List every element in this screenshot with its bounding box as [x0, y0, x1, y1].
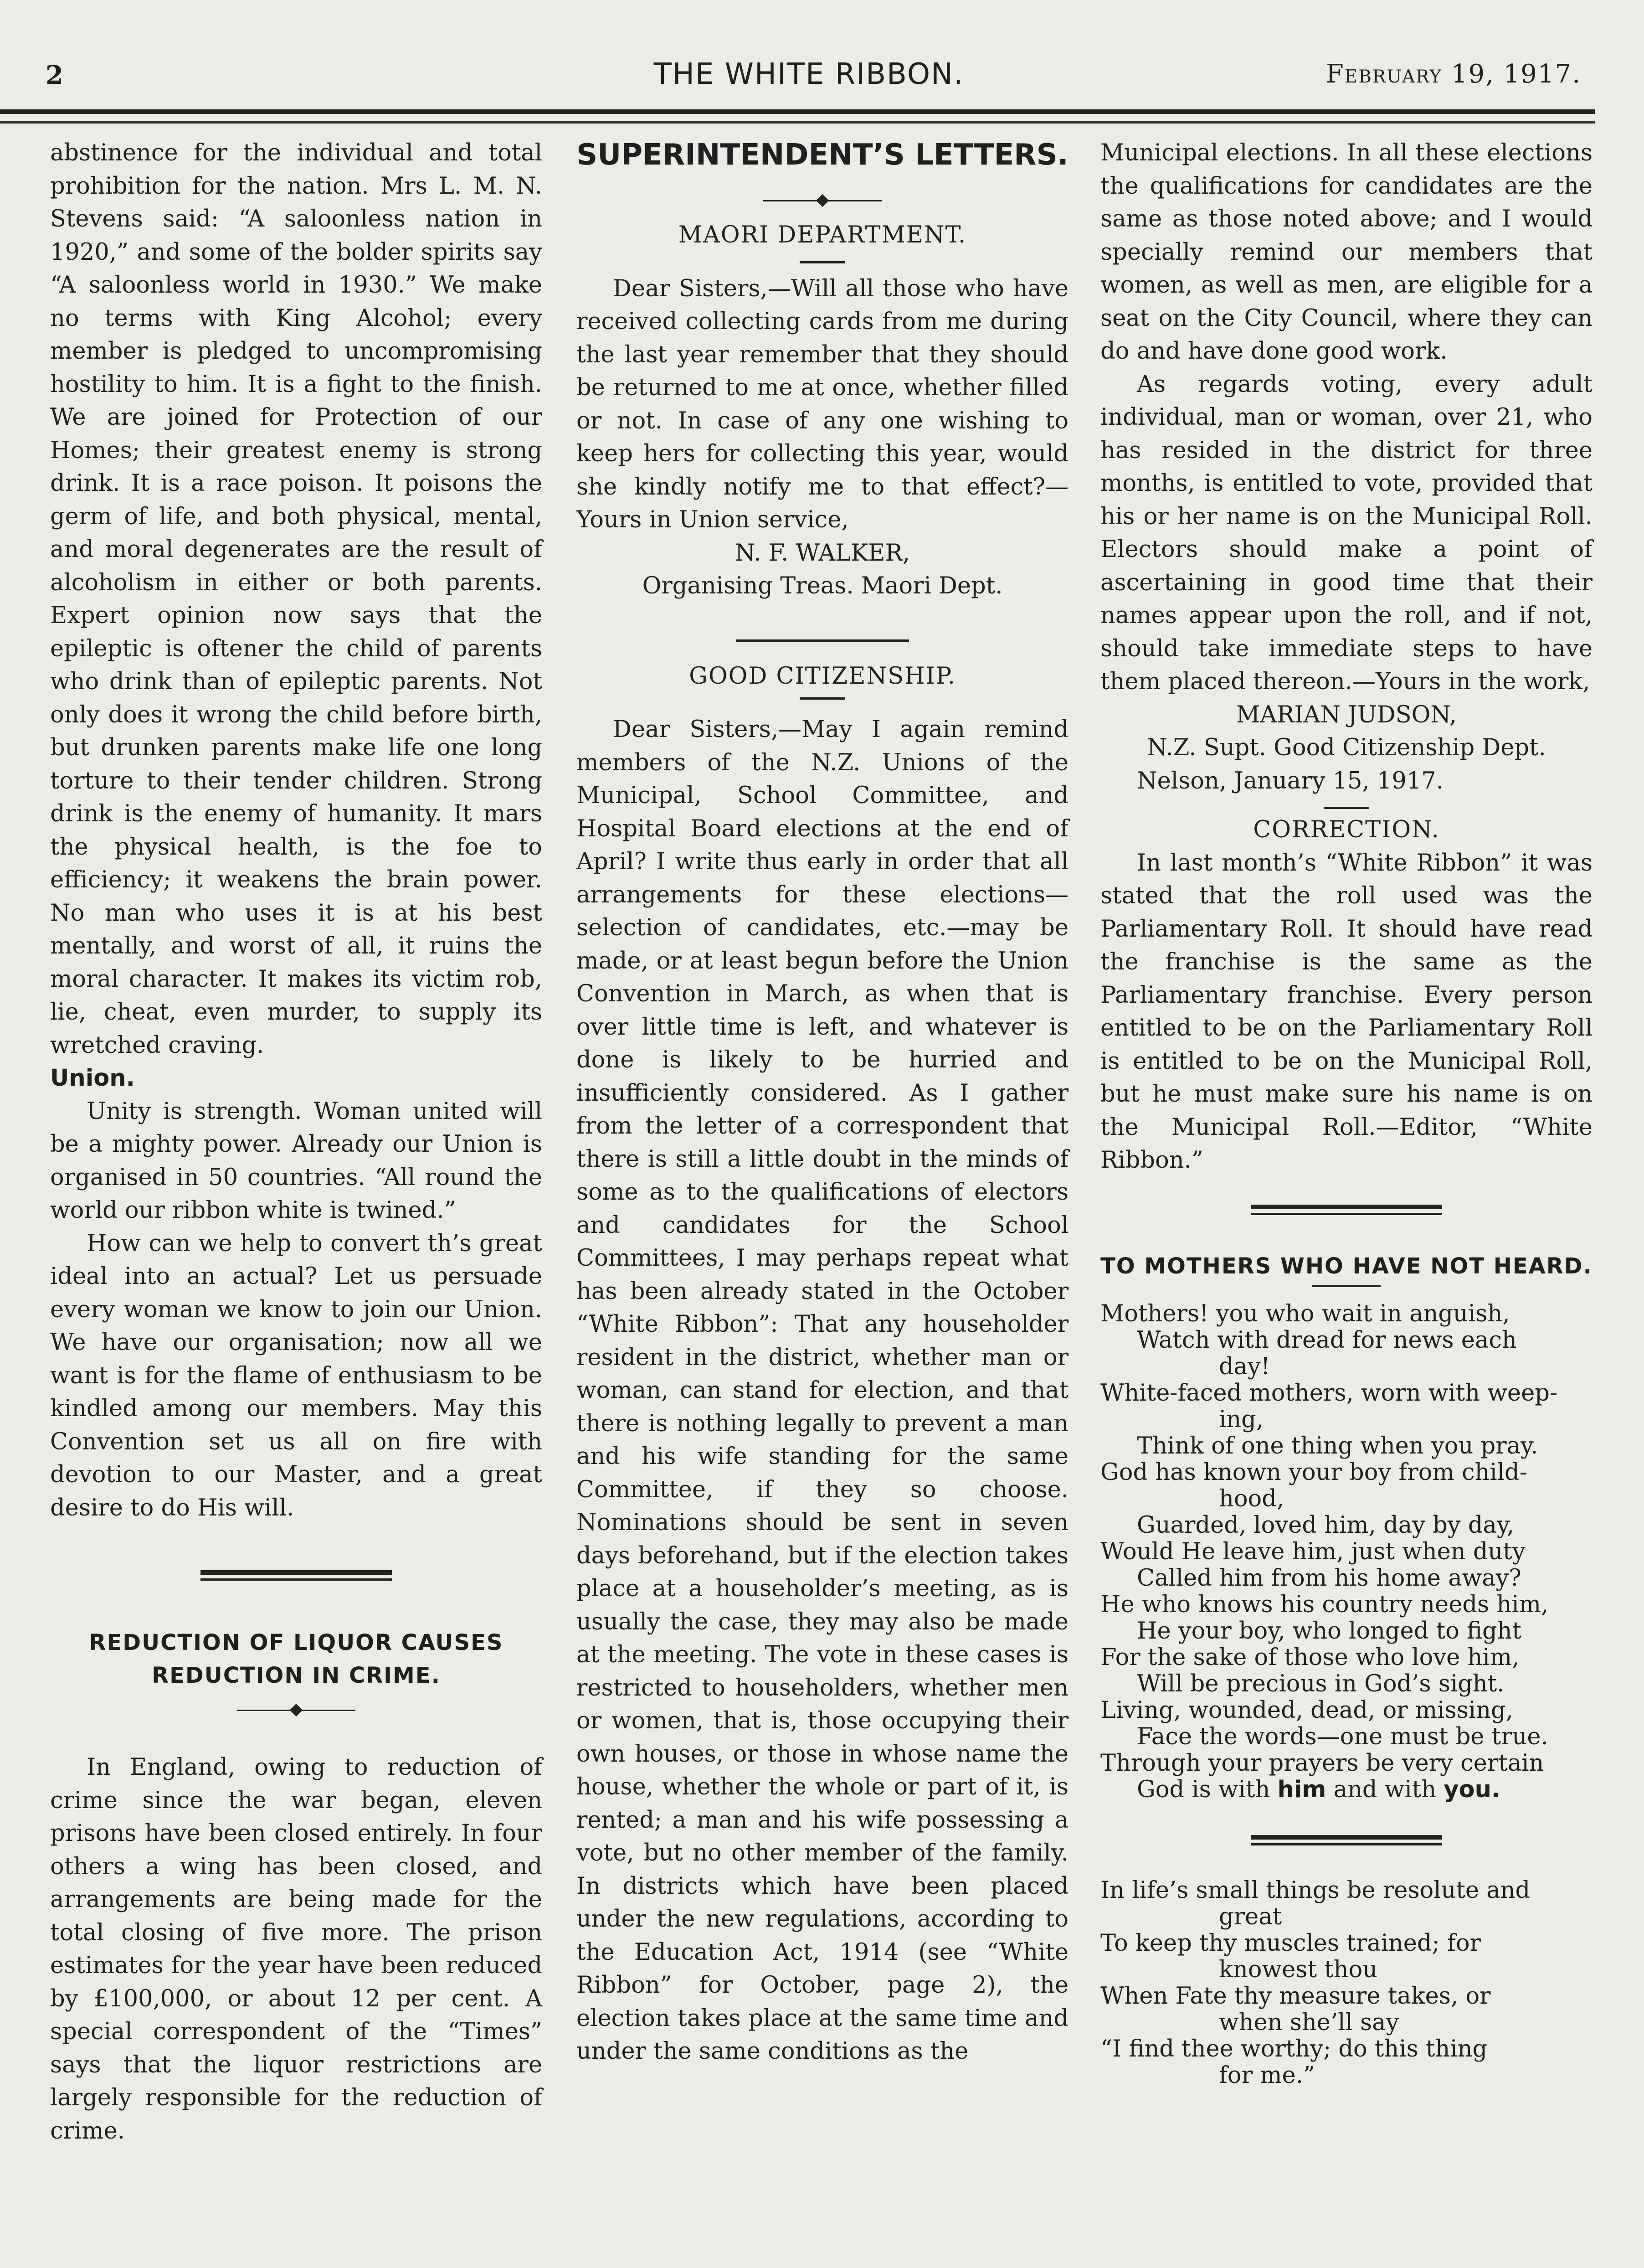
verse-line: In life’s small things be resolute and	[1100, 1876, 1531, 1904]
poem-line: Face the words—one must be true.	[1137, 1723, 1548, 1750]
page-number: 2	[46, 60, 63, 90]
good-citizenship-heading: GOOD CITIZENSHIP.	[689, 662, 956, 690]
section-divider	[1251, 1205, 1442, 1215]
temperance-paragraph: abstinence for the individual and total prohibition for the nation. Mrs L. M. N. Stevens said: “A saloonless nation in 1920,” and some of the bolder spirits say “A saloonless world in 1930.” We make no terms with King Alcohol; every member is pledged to uncompromising hostility to him. It is a fight to the finish. We are joined for Protection of our Homes; their greatest enemy is strong drink. It is a race poison. It poisons the germ of life, and both physical, mental, and moral degenerates are the result of alcoholism in either or both parents. Expert opinion now says that the epileptic is oftener the child of parents who drink than of epileptic parents. Not only does it wrong the child before birth, but drunken parents make life one long torture to their tender children. Strong drink is the enemy of humanity. It mars the physical health, is the foe to efficiency; it weakens the brain power. No man who uses it is at his best mentally, and worst of all, it ruins the moral character. It makes its victim rob, lie, cheat, even murder, to supply its wretched craving.	[50, 139, 542, 1059]
poem-line: White-faced mothers, worn with weep-	[1100, 1379, 1558, 1407]
verse-line: “I find thee worthy; do this thing	[1100, 2035, 1488, 2062]
masthead-title: THE WHITE RIBBON.	[653, 57, 964, 91]
poem-emphasis-you: you.	[1444, 1776, 1500, 1803]
voting-paragraph: As regards voting, every adult individual, man or woman, over 21, who has resided in the district for three months, is entitled to vote, provided that his or her name is on the Municipal Roll. Electors should make a point of ascertaining in good time that their names appear upon the roll, and if not, should take immediate steps to have them placed thereon.—Yours in the work,	[1100, 371, 1593, 695]
maori-letter: Dear Sisters,—Will all those who have received collecting cards from me during the last year remember that they should be returned to me at once, whether filled or not. In case of any one wishing to keep hers for collecting this year, would she kindly notify me to that effect?—Yours in Union service,	[576, 275, 1069, 533]
poem-last-text: and with	[1326, 1776, 1444, 1803]
poem-line: Living, wounded, dead, or missing,	[1100, 1696, 1513, 1724]
heading-ornament	[237, 1701, 355, 1719]
poem-line: Mothers! you who wait in anguish,	[1100, 1300, 1510, 1327]
header-rule	[0, 109, 1595, 114]
verse-line: To keep thy muscles trained; for	[1100, 1929, 1481, 1957]
heading-ornament	[763, 191, 882, 210]
verse-line: when she’ll say	[1219, 2009, 1399, 2036]
correction-notice: In last month’s “White Ribbon” it was stated that the roll used was the Parliamentary Roll. It should have read the franchise is the same as the Parliamentary franchise. Every person entitled to be on the Parliamentary Roll is entitled to be on the Municipal Roll, but he must make sure his name is on the Municipal Roll.—Editor, “White Ribbon.”	[1100, 849, 1593, 1174]
poem-line: Watch with dread for news each	[1137, 1326, 1517, 1354]
column-middle	[576, 137, 1069, 2068]
verse-line: knowest thou	[1219, 1956, 1378, 1983]
column-right	[1100, 137, 1593, 2089]
column-left	[50, 137, 542, 2148]
poem-heading: TO MOTHERS WHO HAVE NOT HEARD.	[1100, 1253, 1593, 1279]
superintendent-letters-heading: SUPERINTENDENT’S LETTERS.	[576, 138, 1069, 172]
poem-line: He who knows his country needs him,	[1100, 1591, 1549, 1618]
judson-signature-name: MARIAN JUDSON,	[1236, 701, 1457, 728]
poem	[1100, 1301, 1593, 1803]
judson-signature-date: Nelson, January 15, 1917.	[1137, 767, 1444, 794]
section-divider	[1251, 1835, 1442, 1845]
poem-line: For the sake of those who love him,	[1100, 1644, 1520, 1671]
maori-signature-name: N. F. WALKER,	[735, 539, 910, 567]
verse-line: great	[1219, 1903, 1282, 1930]
issue-date: February 19, 1917.	[1325, 59, 1581, 89]
crime-article: In England, owing to reduction of crime since the war began, eleven prisons have been closed entirely. In four others a wing has been closed, and arrangements are being made for the total closing of five more. The prison estimates for the year have been reduced by £100,000, or about 12 per cent. A special correspondent of the “Times” says that the liquor restrictions are largely responsible for the reduction of crime.	[50, 1754, 542, 2144]
union-subheading: Union.	[50, 1065, 135, 1092]
header-rule-thin	[0, 121, 1595, 124]
poem-line: day!	[1219, 1353, 1270, 1380]
judson-signature-title: N.Z. Supt. Good Citizenship Dept.	[1147, 734, 1546, 761]
correction-heading: CORRECTION.	[1253, 816, 1440, 843]
section-divider	[200, 1570, 392, 1581]
poem-line: Called him from his home away?	[1137, 1564, 1521, 1592]
poem-line: ing,	[1219, 1406, 1264, 1433]
poem-line: Guarded, loved him, day by day,	[1137, 1511, 1515, 1539]
crime-heading: REDUCTION OF LIQUOR CAUSES REDUCTION IN CRIME.	[89, 1630, 503, 1688]
poem-line: hood,	[1219, 1485, 1284, 1512]
maori-signature-title: Organising Treas. Maori Dept.	[642, 572, 1003, 599]
poem-line: Will be precious in God’s sight.	[1137, 1670, 1505, 1697]
poem-emphasis-him: him	[1277, 1776, 1326, 1803]
poem-line: Would He leave him, just when duty	[1100, 1538, 1526, 1565]
poem-line: Think of one thing when you pray.	[1137, 1432, 1538, 1459]
unity-paragraph: Unity is strength. Woman united will be a mighty power. Already our Union is organised in 50 countries. “All round the world our ribbon white is twined.”	[50, 1098, 542, 1224]
verse-line: When Fate thy measure takes, or	[1100, 1982, 1491, 2010]
poem-line: Through your prayers be very certain	[1100, 1749, 1544, 1777]
convention-paragraph: How can we help to convert th’s great ideal into an actual? Let us persuade every woman we know to join our Union. We have our organisation; now all we want is for the flame of enthusiasm to be kindled among our members. May this Convention set us all on fire with devotion to our Master, and a great desire to do His will.	[50, 1230, 542, 1521]
poem-line: He your boy, who longed to fight	[1137, 1617, 1522, 1644]
citizenship-letter: Dear Sisters,—May I again remind members of the N.Z. Unions of the Municipal, School Committee, and Hospital Board elections at the end of April? I write thus early in order that all arrangements for these elections—selection of candidates, etc.—may be made, or at least begun before the Union Convention in March, as when that is over little time is left, and whatever is done is likely to be hurried and insufficiently considered. As I gather from the letter of a correspondent that there is still a little doubt in the minds of some as to the qualifications of electors and candidates for the School Committees, I may perhaps repeat what has been already stated in the October “White Ribbon”: That any householder resident in the district, whether man or woman, can stand for election, and that there is nothing legally to prevent a man and his wife standing for the same Committee, if they so choose. Nominations should be sent in seven days beforehand, but if the election takes place at a householder’s meeting, as is usually the case, they may also be made at the meeting. The vote in these cases is restricted to householders, whether men or women, that is, those occupying their own houses, or those in whose name the house, whether the whole or part of it, is rented; a man and his wife possessing a vote, but no other member of the family. In districts which have been placed under the new regulations, according to the Education Act, 1914 (see “White Ribbon” for October, page 2), the election takes place at the same time and under the same conditions as the	[576, 716, 1069, 2065]
citizenship-letter-continued: Municipal elections. In all these elections the qualifications for candidates are the same as those noted above; and I would specially remind our members that women, as well as men, are eligible for a seat on the City Council, where they can do and have done good work.	[1100, 139, 1593, 365]
maori-department-heading: MAORI DEPARTMENT.	[678, 222, 967, 248]
verse-line: for me.”	[1219, 2062, 1315, 2089]
poem-last-line	[1100, 1777, 1593, 1803]
verse	[1100, 1877, 1593, 2089]
poem-line: God has known your boy from child-	[1100, 1459, 1527, 1486]
page-header	[36, 54, 1581, 95]
poem-last-text: God is with	[1137, 1776, 1278, 1803]
